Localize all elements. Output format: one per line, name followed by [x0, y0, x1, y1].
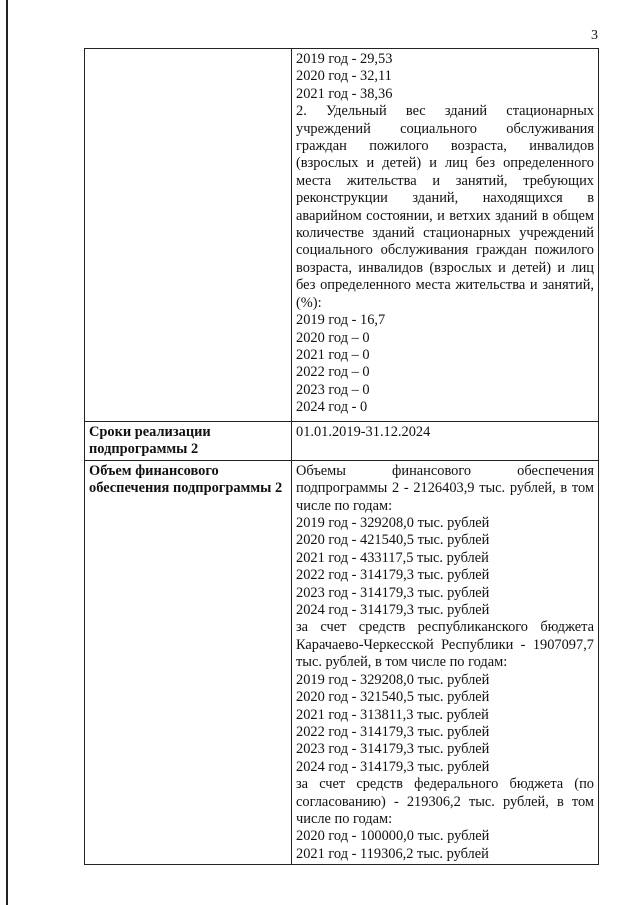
indicator-line: 2019 год - 16,7 [296, 312, 386, 329]
indicator-line: 2020 год – 0 [296, 329, 370, 346]
indicator-line: 2020 год - 32,11 [296, 68, 392, 85]
table-row [85, 460, 599, 864]
financing-year-line: 2019 год - 329208,0 тыс. рублей [296, 515, 490, 532]
indicator-line: 2023 год – 0 [296, 381, 370, 398]
financing-year-line: 2020 год - 421540,5 тыс. рублей [296, 532, 490, 549]
regional-budget-intro: за счет средств республиканского бюджета Карачаево-Черкесской Республики - 1907097,7 тыс. рублей, в том числе по годам: [296, 619, 594, 671]
indicator-line: 2024 год - 0 [296, 399, 368, 416]
left-margin-line [6, 0, 8, 905]
indicator-line: 2022 год – 0 [296, 364, 370, 381]
financing-year-line: 2022 год - 314179,3 тыс. рублей [296, 567, 490, 584]
financing-volume-cell [292, 460, 599, 864]
regional-year-line: 2020 год - 321540,5 тыс. рублей [296, 689, 490, 706]
indicator-line: 2021 год - 38,36 [296, 85, 393, 102]
row-label [85, 49, 292, 422]
regional-year-line: 2022 год - 314179,3 тыс. рублей [296, 723, 490, 740]
financing-year-line: 2024 год - 314179,3 тыс. рублей [296, 602, 490, 619]
implementation-period-label: Сроки реализации подпрограммы 2 [85, 422, 292, 461]
table-row [85, 49, 599, 422]
federal-year-line: 2021 год - 119306,2 тыс. рублей [296, 845, 489, 862]
indicator-description: 2. Удельный вес зданий стационарных учреждений социального обслуживания граждан пожилого возраста, инвалидов (взрослых и детей) и лиц без определенного места жительства и занятий, требующих реконструкции зданий, находящихся в аварийном состоянии, и ветхих зданий в общем количестве зданий стационарных учреждений социального обслуживания граждан пожилого возраста, инвалидов (взрослых и детей) и лиц без определенного места жительства и занятий, (%): [296, 103, 594, 311]
page-number: 3 [591, 28, 598, 43]
table-row [85, 422, 599, 461]
federal-year-line: 2020 год - 100000,0 тыс. рублей [296, 828, 490, 845]
indicator-line: 2021 год – 0 [296, 346, 370, 363]
financing-year-line: 2023 год - 314179,3 тыс. рублей [296, 584, 490, 601]
regional-year-line: 2023 год - 314179,3 тыс. рублей [296, 741, 490, 758]
financing-volume-label: Объем финансового обеспечения подпрограммы 2 [85, 460, 292, 864]
regional-year-line: 2019 год - 329208,0 тыс. рублей [296, 671, 490, 688]
financing-year-line: 2021 год - 433117,5 тыс. рублей [296, 549, 489, 566]
indicators-cell [292, 49, 599, 422]
indicator-line: 2019 год - 29,53 [296, 51, 393, 67]
program-table [84, 48, 599, 865]
implementation-period-value: 01.01.2019-31.12.2024 [292, 422, 599, 461]
financing-intro: Объемы финансового обеспечения подпрограммы 2 - 2126403,9 тыс. рублей, в том числе по годам: [296, 462, 594, 514]
regional-year-line: 2021 год - 313811,3 тыс. рублей [296, 706, 489, 723]
federal-budget-intro: за счет средств федерального бюджета (по согласованию) - 219306,2 тыс. рублей, в том числе по годам: [296, 776, 594, 827]
regional-year-line: 2024 год - 314179,3 тыс. рублей [296, 758, 490, 775]
